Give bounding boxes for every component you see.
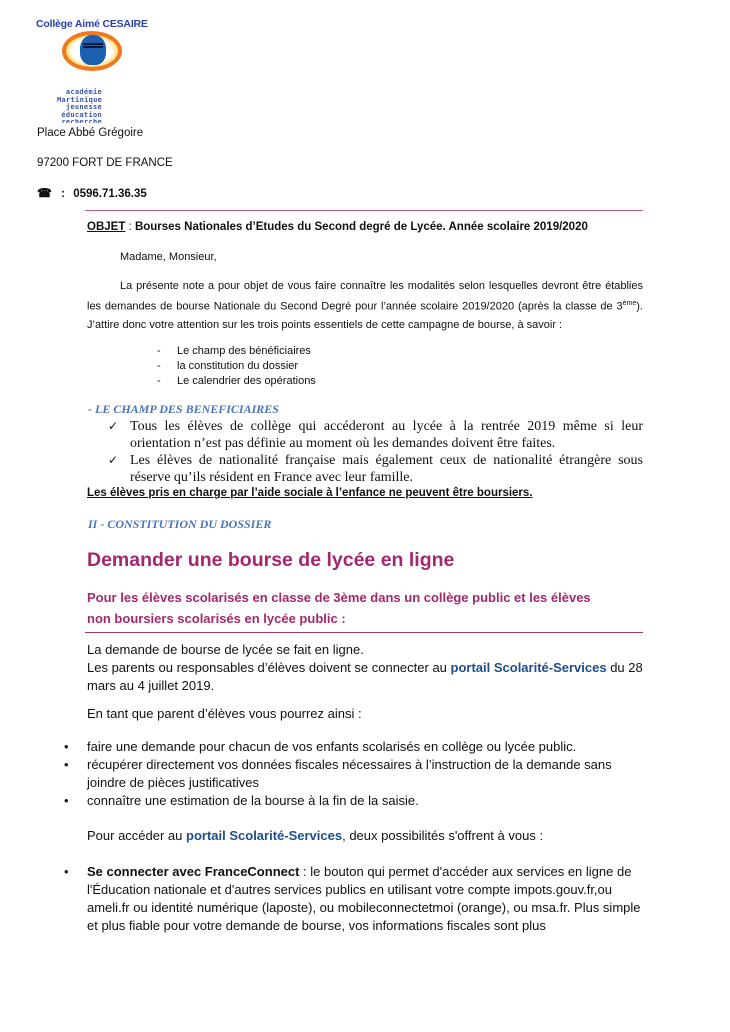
list-item [157, 359, 316, 374]
list-item-text: Le calendrier des opérations [177, 375, 316, 387]
list-item-text: Tous les élèves de collège qui accéderont au lycée à la rentrée 2019 même si leur orientation n’est pas définie au moment où les demandes doivent être faites. [130, 419, 643, 451]
subject-label: OBJET [87, 221, 126, 233]
intro-paragraph [87, 277, 643, 334]
aide-sociale-note: Les élèves pris en charge par l’aide sociale à l’enfance ne peuvent être boursiers. [87, 487, 533, 499]
list-item [64, 738, 654, 756]
paragraph-text: Les parents ou responsables d’élèves doivent se connecter au [87, 660, 451, 675]
list-item [157, 344, 316, 359]
phone-line [37, 186, 147, 200]
beneficiaires-list [108, 418, 643, 486]
list-item [64, 863, 654, 935]
salutation: Madame, Monsieur, [120, 251, 217, 263]
subheading [87, 587, 607, 629]
paragraph-text: du 28 mars au 4 juillet 2019. [87, 660, 643, 693]
academie-line: jeunesse [65, 103, 102, 111]
access-options-list [64, 863, 654, 935]
online-request-paragraph [87, 641, 647, 695]
list-item-text: la constitution du dossier [177, 360, 299, 372]
checkmark-icon: ✓ [108, 419, 119, 433]
section-title-beneficiaires: - LE CHAMP DES BENEFICIAIRES [88, 402, 279, 416]
page-heading: Demander une bourse de lycée en ligne [87, 549, 455, 571]
list-item [64, 756, 654, 792]
portail-scolarite-link[interactable]: portail Scolarité-Services [186, 828, 343, 843]
portrait-icon [80, 35, 106, 65]
key-points-list [157, 344, 316, 389]
phone-number: 0596.71.36.35 [73, 188, 147, 200]
section-title-dossier: II - CONSTITUTION DU DOSSIER [88, 517, 272, 531]
list-item [64, 792, 654, 810]
franceconnect-label: Se connecter avec FranceConnect [87, 864, 300, 879]
list-item-text: connaître une estimation de la bourse à la fin de la saisie. [87, 793, 419, 808]
list-item-text: : le bouton qui permet d'accéder aux services en ligne de l'Éducation nationale et d'autres services publics en utilisant votre compte impots.gouv.fr,ou ameli.fr ou identité numérique (laposte), ou mobileconnectetmoi (orange), ou msa.fr. Plus simple et plus fiable pour votre demande de bourse, vos informations fiscales sont plus [87, 864, 641, 933]
subject-separator: : [125, 221, 135, 233]
list-item [108, 452, 643, 486]
glasses-icon [83, 43, 103, 48]
divider-section [85, 632, 643, 633]
subject-text: Bourses Nationales d’Etudes du Second degré de Lycée. Année scolaire 2019/2020 [134, 221, 588, 233]
divider-top [85, 210, 643, 211]
paragraph-line [87, 659, 647, 695]
bullet-icon: • [64, 739, 69, 754]
bullet-icon: • [64, 793, 69, 808]
subheading-text: Pour les élèves scolarisés en classe de 3ème dans un collège public et les élèves non boursiers scolarisés en lycée public : [87, 590, 591, 626]
parent-actions-list [64, 738, 654, 810]
academie-line: Martinique [57, 95, 103, 104]
bullet-icon: • [64, 864, 69, 879]
checkmark-icon: ✓ [108, 453, 119, 467]
paragraph-text: Pour accéder au [87, 828, 187, 843]
phone-icon: ☎ [37, 186, 52, 200]
academie-logo [57, 89, 102, 123]
academie-line: académie [65, 88, 102, 96]
intro-text-1: La présente note a pour objet de vous faire connaître les modalités selon lesquelles devront être établies les demandes de bourse Nationale du Second Degré pour l’année scolaire 2019/2020 (après la classe de 3 [87, 280, 643, 313]
list-item-text: faire une demande pour chacun de vos enfants scolarisés en collège ou lycée public. [87, 739, 577, 754]
list-item [157, 374, 316, 389]
list-item-text: récupérer directement vos données fiscales nécessaires à l’instruction de la demande sans joindre de pièces justificatives [87, 757, 612, 790]
list-item-text: Le champ des bénéficiaires [177, 345, 311, 357]
intro-text-2: ). J’attire donc votre attention sur les trois points essentiels de cette campagne de bourse, à savoir : [87, 300, 643, 331]
parent-intro: En tant que parent d’élèves vous pourrez ainsi : [87, 706, 362, 721]
list-item-text: Les élèves de nationalité française mais également ceux de nationalité étrangère sous réserve qu’ils résident en France avec leur famille. [130, 453, 643, 485]
academie-line: éducation [61, 110, 102, 119]
access-paragraph [87, 827, 543, 845]
intro-superscript: ème [622, 300, 637, 307]
address-street: Place Abbé Grégoire [37, 127, 144, 139]
portail-scolarite-link[interactable]: portail Scolarité-Services [450, 660, 607, 675]
subject-line [87, 221, 588, 233]
list-item [108, 418, 643, 452]
college-logo [36, 18, 156, 76]
academie-line: recherche [61, 119, 102, 123]
dash-icon: - [157, 345, 161, 357]
address-city: 97200 FORT DE FRANCE [37, 157, 173, 169]
dash-icon: - [157, 360, 161, 372]
dash-icon: - [157, 375, 161, 387]
paragraph-text: , deux possibilités s'offrent à vous : [342, 828, 544, 843]
phone-separator: : [61, 188, 65, 200]
paragraph-line: La demande de bourse de lycée se fait en ligne. [87, 642, 364, 657]
college-name: Collège Aimé CESAIRE [36, 18, 148, 30]
bullet-icon: • [64, 757, 69, 772]
